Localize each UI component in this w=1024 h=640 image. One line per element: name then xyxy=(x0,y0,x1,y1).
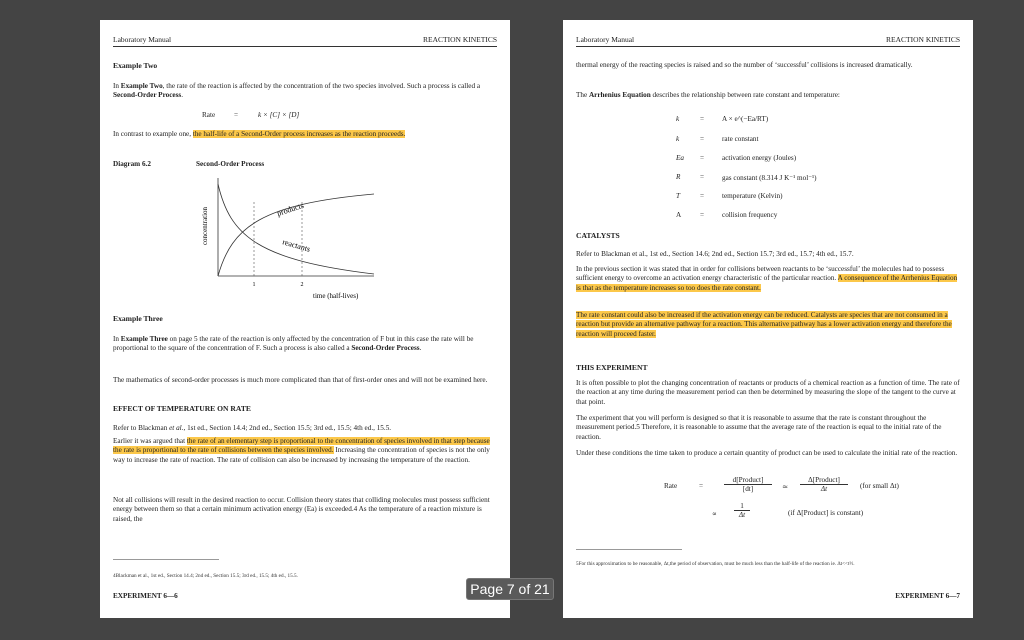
text: Refer to Blackman xyxy=(113,424,170,432)
small-dt-note: (for small Δt) xyxy=(860,482,899,490)
footnote: 5For this approximation to be reasonable, Δt,the period of observation, must be much less than the half-life of the reaction ie. Δt<<t½. xyxy=(576,561,855,567)
products-label: products xyxy=(275,200,305,218)
definition-symbol: R xyxy=(676,173,681,181)
catalysts-reference: Refer to Blackman et al., 1st ed., Section 14.6; 2nd ed., Section 15.7; 3rd ed., 15.7; 4th ed., 15.7. xyxy=(576,250,854,258)
equals-sign: = xyxy=(699,482,704,490)
text: In the previous section it was stated that in order for collisions between reactants to be ‘successful’ the molecules had to possess sufficient energy to overcome an activation energy characteristic of the particular reaction. xyxy=(576,265,945,283)
rate-constant-paragraph xyxy=(576,311,960,339)
text: . xyxy=(181,91,184,100)
definition-text: rate constant xyxy=(722,135,759,143)
definition-eq: = xyxy=(700,192,705,200)
fraction-denominator: [dt] xyxy=(742,485,754,493)
text: on page 5 the rate of the reaction is only affected by the concentration of F but in this case the rate will be proportional to the square of the concentration of F. Such a process is also called a xyxy=(113,335,474,353)
page-footer: EXPERIMENT 6—7 xyxy=(895,592,960,600)
text: Increasing the concentration of species is not the only way to increase the rate of reaction. The rate of collision can also be increased by increasing the temperature of the reaction. xyxy=(113,446,490,464)
text: The xyxy=(576,91,589,99)
approx-sign: ≃ xyxy=(782,483,789,491)
tick-label: 2 xyxy=(300,282,304,288)
thermal-paragraph: thermal energy of the reacting species is raised and so the number of ‘successful’ collisions is increased dramatically. xyxy=(576,61,913,69)
header-left: Laboratory Manual xyxy=(576,35,635,44)
text-bold: Example Three xyxy=(120,335,168,343)
highlighted-text: the rate of an elementary step is proportional to the concentration of species involved in that step because the rate is proportional to the rate of collisions between the species involved. xyxy=(113,437,490,455)
highlighted-text: A consequence of the Arrhenius Equation is that as the temperature increases so too does the rate constant. xyxy=(576,274,958,292)
diagram-label: Diagram 6.2 xyxy=(113,160,151,168)
definition-symbol: Ea xyxy=(676,154,684,162)
right-page xyxy=(563,20,973,618)
header-left: Laboratory Manual xyxy=(113,35,172,44)
effect-temperature-heading: EFFECT OF TEMPERATURE ON RATE xyxy=(113,404,251,413)
catalysts-heading: CATALYSTS xyxy=(576,231,620,240)
text: In xyxy=(113,82,121,90)
arrhenius-paragraph xyxy=(576,91,960,100)
text: , 1st ed., Section 14.4; 2nd ed., Section 15.5; 3rd ed., 15.5; 4th ed., 15.5. xyxy=(183,424,392,432)
header-right: REACTION KINETICS xyxy=(423,35,497,44)
text: Earlier it was argued that xyxy=(113,437,187,445)
plot-paragraph: It is often possible to plot the changing concentration of reactants or products of a chemical reaction as a function of time. The rate of the reaction at any time during the measurement period can then be determined by measuring the slope of the tangent to the curve at that point. xyxy=(576,379,960,406)
page-footer: EXPERIMENT 6—6 xyxy=(113,592,178,600)
footnote-rule xyxy=(576,549,682,550)
this-experiment-heading: THIS EXPERIMENT xyxy=(576,363,648,372)
fraction-numerator: d[Product] xyxy=(724,476,772,485)
definition-symbol: A xyxy=(676,211,682,219)
rate-label: Rate xyxy=(664,482,678,490)
definition-eq: = xyxy=(700,173,705,181)
definition-text: activation energy (Joules) xyxy=(722,154,797,162)
text: In xyxy=(113,335,121,343)
x-axis-label: time (half-lives) xyxy=(313,292,359,300)
second-order-diagram xyxy=(198,176,378,302)
constant-note: (if Δ[Product] is constant) xyxy=(788,509,864,517)
rate-expression: k × [C] × [D] xyxy=(258,111,300,119)
highlighted-text: the half-life of a Second-Order process increases as the reaction proceeds. xyxy=(192,130,406,138)
example-three-heading: Example Three xyxy=(113,314,163,323)
definition-text: temperature (Kelvin) xyxy=(722,192,783,200)
definition-eq: = xyxy=(700,135,705,143)
highlighted-text: The rate constant could also be increased if the activation energy can be reduced. Catalysts are species that are not consumed in a reaction but provide an alternative pathway for a reaction. This alternative pathway has a lower activation energy and therefore the reaction will proceed faster. xyxy=(576,311,952,338)
definition-symbol: T xyxy=(676,192,680,200)
definition-text: gas constant (8.314 J K⁻¹ mol⁻¹) xyxy=(722,174,817,182)
collision-paragraph: Not all collisions will result in the desired reaction to occur. Collision theory states that colliding molecules must possess sufficient energy between them so that a certain minimum activation energy (Ea) is exceeded.4 As the temperature of a reaction mixture is raised, the xyxy=(113,496,490,523)
example-two-heading: Example Two xyxy=(113,61,158,70)
example-three-paragraph xyxy=(113,335,497,354)
text-bold: Arrhenius Equation xyxy=(588,91,651,99)
equals-sign: = xyxy=(234,111,239,119)
fraction-denominator: Δt xyxy=(820,485,828,493)
earlier-paragraph xyxy=(113,437,497,465)
delta-fraction xyxy=(800,476,848,493)
header-right: REACTION KINETICS xyxy=(886,35,960,44)
k-symbol: k xyxy=(676,115,680,123)
reactants-label: reactants xyxy=(281,237,312,254)
conditions-paragraph: Under these conditions the time taken to produce a certain quantity of product can be used to calculate the initial rate of the reaction. xyxy=(576,449,958,457)
footnote: 4Blackman et al., 1st ed., Section 14.4; 2nd ed., Section 15.5; 3rd ed., 15.5; 4th ed., 15.5. xyxy=(113,573,298,579)
definition-eq: = xyxy=(700,211,705,219)
inverse-fraction xyxy=(734,502,750,519)
y-axis-label: concentration xyxy=(201,206,209,246)
text-bold: Example Two xyxy=(120,82,163,90)
reactants-curve xyxy=(218,184,374,274)
fraction-numerator: 1 xyxy=(734,502,750,511)
page-header xyxy=(113,35,497,47)
text: In contrast to example one, xyxy=(113,130,193,138)
fraction-denominator: Δt xyxy=(738,511,746,519)
text: describes the relationship between rate constant and temperature: xyxy=(650,91,840,99)
left-page xyxy=(100,20,510,618)
contrast-paragraph xyxy=(113,130,497,139)
definition-eq: = xyxy=(700,154,705,162)
tick-label: 1 xyxy=(252,282,256,288)
page-indicator: Page 7 of 21 xyxy=(466,578,554,600)
equals-sign: = xyxy=(700,115,705,123)
definition-symbol: k xyxy=(676,135,680,143)
text: . xyxy=(419,344,422,353)
fraction-numerator: Δ[Product] xyxy=(800,476,848,485)
arrhenius-equation: A × e^(−Ea/RT) xyxy=(722,115,769,123)
example-two-paragraph xyxy=(113,82,497,101)
mathematics-paragraph: The mathematics of second-order processes is much more complicated than that of first-order ones and will not be examined here. xyxy=(113,376,488,384)
text-bold: Second-Order Process xyxy=(113,91,182,100)
proportional-sign: ∝ xyxy=(712,510,717,518)
text-bold: Second-Order Process xyxy=(351,344,420,353)
experiment-paragraph: The experiment that you will perform is designed so that it is reasonable to assume that the rate is constant throughout the measurement period.5 Therefore, it is reasonable to assume that the average rate of the reaction is equal to the initial rate of the reaction. xyxy=(576,414,942,441)
blackman-reference xyxy=(113,424,497,433)
rate-label: Rate xyxy=(202,111,216,119)
definition-text: collision frequency xyxy=(722,211,778,219)
text: , the rate of the reaction is affected by the concentration of the two species involved. Such a process is called a xyxy=(162,82,481,90)
page-header xyxy=(576,35,960,47)
footnote-rule xyxy=(113,559,219,560)
previous-section-paragraph xyxy=(576,265,960,293)
text-italic: et al. xyxy=(169,424,184,432)
derivative-fraction xyxy=(724,476,772,493)
diagram-title: Second-Order Process xyxy=(196,160,265,168)
